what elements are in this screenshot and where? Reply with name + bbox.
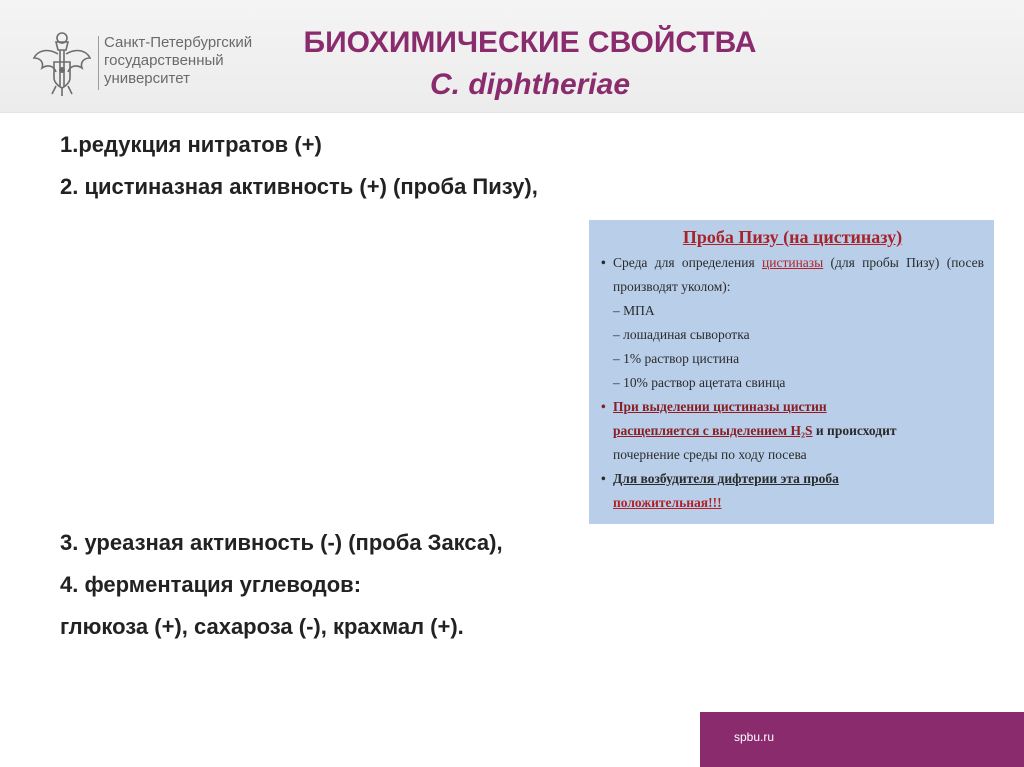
pizu-bullet-line: и происходит <box>815 423 897 438</box>
pizu-highlight: цистиназы <box>762 255 824 270</box>
university-crest-icon <box>30 28 94 98</box>
property-item-3: 3. уреазная активность (-) (проба Закса), <box>60 530 503 555</box>
pizu-sub-item: – лошадиная сыворотка <box>613 327 750 342</box>
pizu-bullet-result <box>601 395 984 467</box>
slide-title <box>200 22 860 106</box>
property-item-1: 1.редукция нитратов (+) <box>60 132 322 157</box>
slide-title-line1: БИОХИМИЧЕСКИЕ СВОЙСТВА <box>303 26 757 59</box>
pizu-bullet-conclusion <box>601 467 984 515</box>
pizu-bullet-line: положительная!!! <box>613 495 722 510</box>
pizu-bullet-line: • При выделении цистиназы цистин <box>613 399 827 414</box>
footer-website-link[interactable]: spbu.ru <box>734 730 775 744</box>
university-name-line: государственный <box>104 52 224 69</box>
property-item-2: 2. цистиназная активность (+) (проба Пизу), <box>60 174 538 199</box>
carbohydrate-list: глюкоза (+), сахароза (-), крахмал (+). <box>60 614 464 639</box>
university-name-line: Санкт-Петербургский <box>104 34 253 51</box>
slide-title-line2: C. diphtheriae <box>429 68 631 101</box>
pizu-test-inset <box>589 220 994 524</box>
pizu-bullet-line: почернение среды по ходу посева <box>613 447 807 462</box>
pizu-bullet-line: • Для возбудителя дифтерии эта проба <box>613 471 839 486</box>
logo-divider <box>98 36 99 90</box>
property-item-4: 4. ферментация углеводов: <box>60 572 362 597</box>
university-name-line: университет <box>104 70 190 87</box>
pizu-bullet-line-2 <box>613 419 984 443</box>
pizu-bullet-medium <box>601 251 984 299</box>
pizu-bullet-text: (для пробы Пизу) (посев производят уколом): <box>613 255 985 294</box>
pizu-bullet-text: Среда для определения <box>613 255 755 270</box>
pizu-sub-item: – 10% раствор ацетата свинца <box>613 375 786 390</box>
pizu-bullet-line: расщепляется с выделением H₂S <box>613 423 813 438</box>
pizu-sub-item: – МПА <box>613 303 655 318</box>
pizu-sub-item: – 1% раствор цистина <box>613 351 740 366</box>
pizu-test-title: Проба Пизу (на цистиназу) <box>682 227 903 247</box>
